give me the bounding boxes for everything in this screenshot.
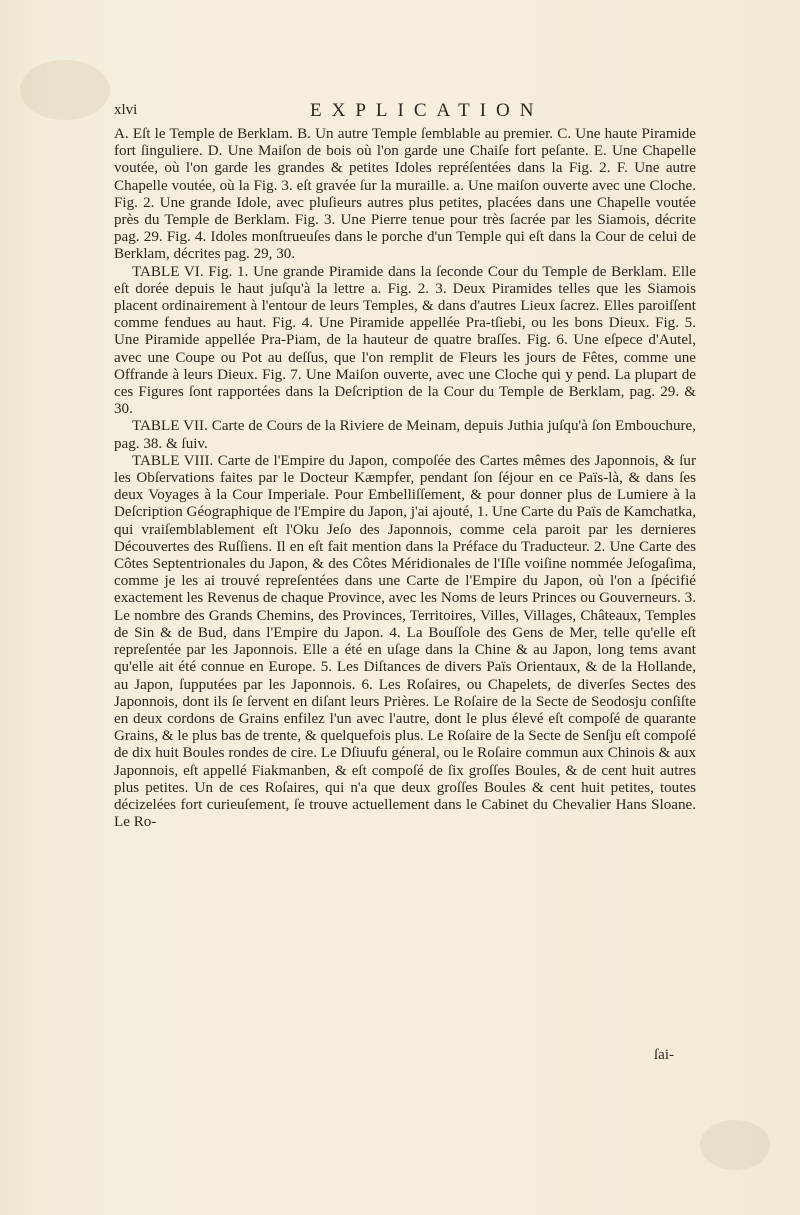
paragraph-figure-list: A. Eſt le Temple de Berklam. B. Un autre Temple ſemblable au premier. C. Une haute Piramide fort ſinguliere. D. Une Maiſon de bois où l'on garde une Chaiſe fort peſante. E. Une Chapelle voutée, où l'on garde les grandes & petites Idoles repréſentées dans la Fig. 2. F. Une autre Chapelle voutée, où la Fig. 3. eſt gravée ſur la muraille. a. Une maiſon ouverte avec une Cloche. Fig. 2. Une grande Idole, avec pluſieurs autres plus petites, placées dans une Chapelle voutée près du Temple de Berklam. Fig. 3. Une Pierre tenue pour très ſacrée par les Siamois, décrite pag. 29. Fig. 4. Idoles monſtrueuſes dans le porche d'un Temple qui eſt dans la Cour de celui de Berklam, décrites pag. 29, 30. (114, 126, 696, 263)
page-number: xlvi (114, 102, 138, 118)
paragraph-table-vii: TABLE VII. Carte de Cours de la Riviere de Meinam, depuis Juthia juſqu'à ſon Embouchure, pag. 38. & ſuiv. (114, 418, 696, 452)
paragraph-table-vi: TABLE VI. Fig. 1. Une grande Piramide dans la ſeconde Cour du Temple de Berklam. Elle eſt dorée depuis le haut juſqu'à la lettre a. Fig. 2. 3. Deux Piramides telles que les Siamois placent ordinairement à l'entour de leurs Temples, & dans d'autres Lieux ſacrez. Elles paroiſſent comme fendues au haut. Fig. 4. Une Piramide appellée Pra-tſiebi, ou les bons Dieux. Fig. 5. Une Piramide appellée Pra-Piam, de la hauteur de quatre braſſes. Fig. 6. Une eſpece d'Autel, avec une Coupe ou Pot au deſſus, que l'on remplit de Fleurs les jours de Fêtes, comme une Offrande à leurs Dieux. Fig. 7. Une Maiſon ouverte, avec une Cloche qui y pend. La plupart de ces Figures ſont rapportées dans la Deſcription de la Cour du Temple de Berklam, pag. 29. & 30. (114, 263, 696, 418)
page-header (114, 100, 694, 124)
paragraph-table-viii: TABLE VIII. Carte de l'Empire du Japon, compoſée des Cartes mêmes des Japonnois, & ſur les Obſervations faites par le Docteur Kæmpfer, pendant ſon ſéjour en ce Païs-là, & dans ſes deux Voyages à la Cour Imperiale. Pour Embelliſſement, & pour donner plus de Lumiere à la Deſcription Géographique de l'Empire du Japon, j'ai ajouté, 1. Une Carte du Païs de Kamchatka, qui vraiſemblablement eſt l'Oku Jeſo des Japonnois, comme cela paroit par les dernieres Découvertes des Ruſſiens. Il en eſt fait mention dans la Préface du Traducteur. 2. Une Carte des Côtes Septentrionales du Japon, & des Côtes Méridionales de l'Iſle voiſine nommée Jeſogaſima, comme je les ai trouvé repreſentées dans une Carte de l'Empire du Japon, où l'on a ſpécifié exactement les Revenus de chaque Province, avec les Noms de leurs Princes ou Gouverneurs. 3. Le nombre des Grands Chemins, des Provinces, Territoires, Villes, Villages, Châteaux, Temples de Sin & de Bud, dans l'Empire du Japon. 4. La Bouſſole des Gens de Mer, telle qu'elle eſt repreſentée par les Japonnois. Elle a été en uſage dans la Chine & au Japon, long tems avant qu'elle ait été connue en Europe. 5. Les Diſtances de divers Païs Orientaux, & de la Hollande, au Japon, ſupputées par les Japonnois. 6. Les Roſaires, ou Chapelets, de diverſes Sectes des Japonnois, dont ils ſe ſervent en diſant leurs Prières. Le Roſaire de la Secte de Seodosju conſiſte en deux cordons de Grains enfilez l'un avec l'autre, dont le plus élevé eſt compoſé de quarante Grains, & le plus bas de trente, & quelquefois plus. Le Roſaire de la Secte de Senſju eſt compoſé de dix huit Boules rondes de cire. Le Dſiuufu géneral, ou le Roſaire commun aux Chinois & aux Japonnois, eſt appellé Fiakmanben, & eſt compoſé de ſix groſſes Boules, & de cent huit autres plus petites. Un de ces Roſaires, qui n'a que deux groſſes Boules & cent huit petites, toutes décizelées fort curieuſement, ſe trouve actuellement dans le Cabinet du Chevalier Hans Sloane. Le Ro- (114, 452, 696, 831)
paper-stain (20, 60, 110, 120)
body-text (114, 126, 696, 831)
paper-stain (700, 1120, 770, 1170)
catchword: ſai- (654, 1047, 674, 1063)
running-title: EXPLICATION (310, 100, 544, 121)
